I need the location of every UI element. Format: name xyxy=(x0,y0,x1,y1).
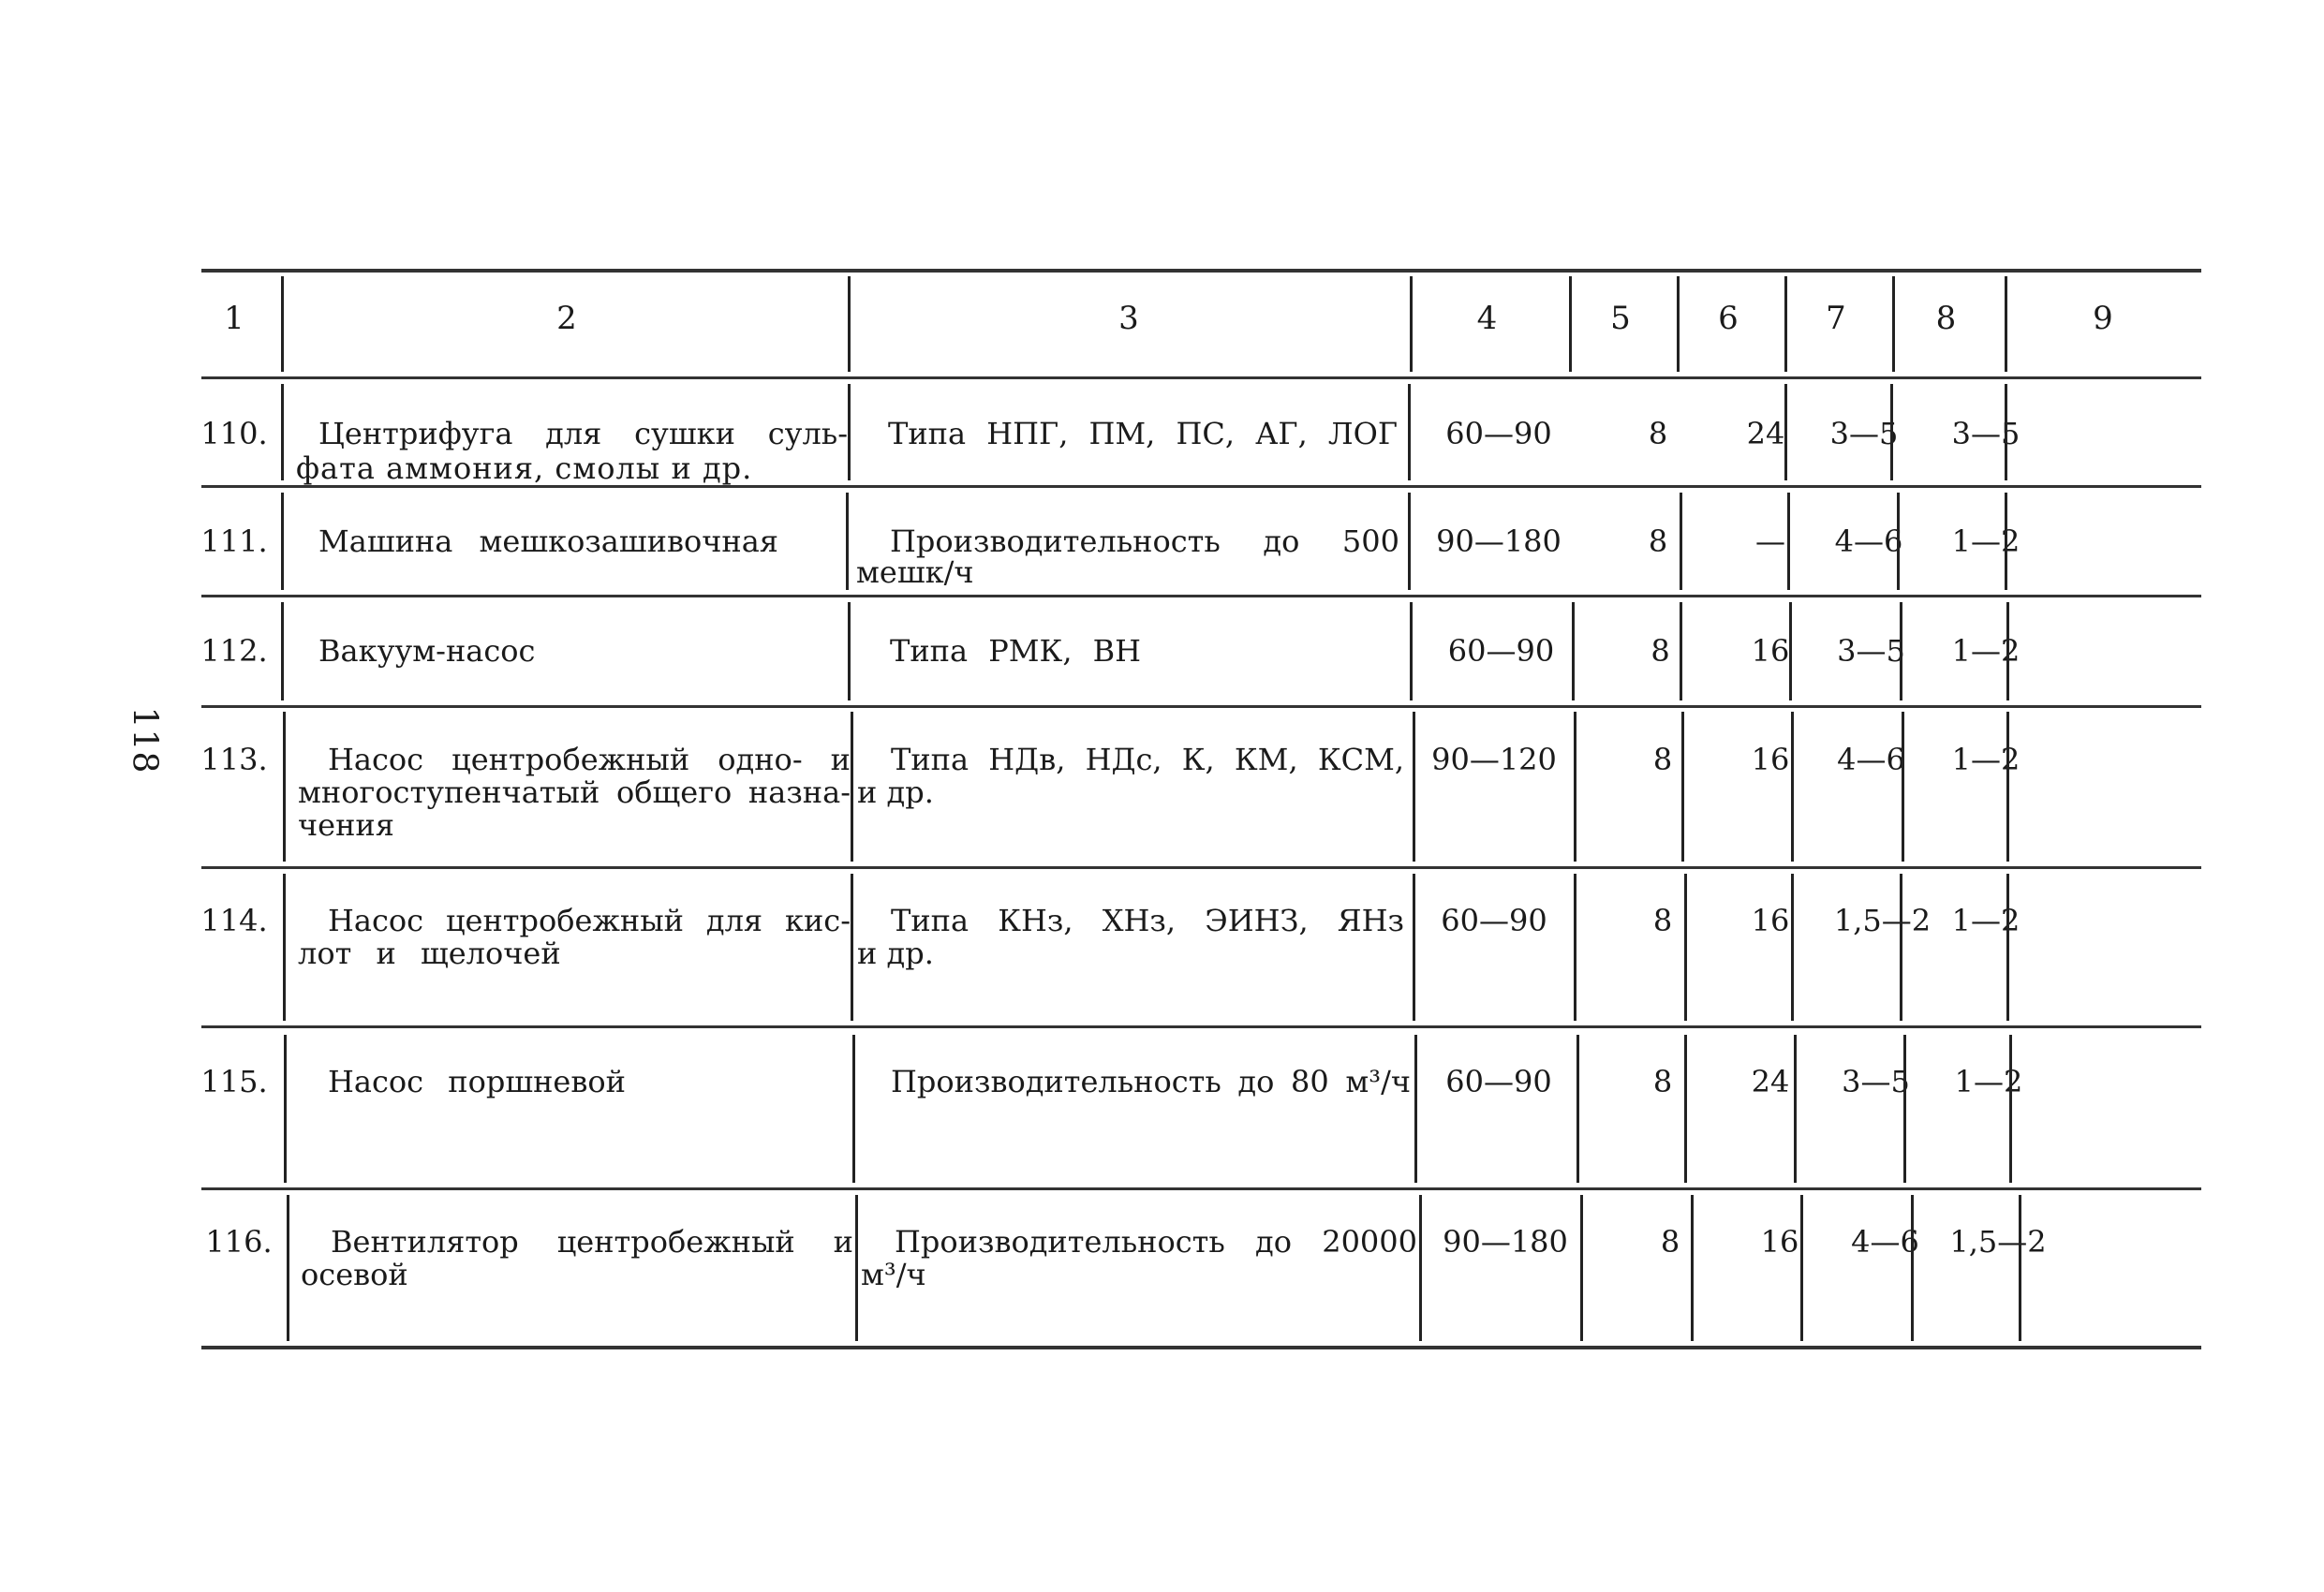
cell-col8: 1—2 xyxy=(1951,903,2021,938)
col-divider xyxy=(283,712,286,862)
row-number: 111. xyxy=(200,523,268,559)
cell-col6: 16 xyxy=(1760,1224,1799,1260)
col-divider xyxy=(1890,384,1893,480)
header-col-5: 5 xyxy=(1610,300,1631,337)
row-number: 116. xyxy=(205,1224,273,1260)
col-divider xyxy=(2019,1195,2021,1341)
col-divider xyxy=(1684,874,1687,1021)
row-number: 112. xyxy=(200,633,268,669)
header-col-8: 8 xyxy=(1935,300,1957,337)
cell-col6: 24 xyxy=(1746,416,1785,451)
col-divider xyxy=(848,384,851,480)
col-divider xyxy=(1681,712,1684,862)
row-name xyxy=(290,417,848,486)
col-divider xyxy=(1784,384,1787,480)
col-divider xyxy=(1892,276,1895,372)
name-line: осевой xyxy=(301,1257,408,1292)
col-divider xyxy=(281,493,284,590)
col-divider xyxy=(1900,602,1902,700)
col-divider xyxy=(2006,602,2009,700)
row-type xyxy=(855,743,1408,810)
header-col-1: 1 xyxy=(224,300,244,337)
cell-col5: 8 xyxy=(1648,523,1668,559)
col-divider xyxy=(848,276,851,372)
col-divider xyxy=(1408,493,1411,590)
col-divider xyxy=(1794,1035,1797,1183)
header-col-6: 6 xyxy=(1718,300,1739,337)
row-name xyxy=(290,524,848,559)
row-number: 113. xyxy=(200,742,268,777)
header-col-7: 7 xyxy=(1826,300,1846,337)
table-bottom-rule xyxy=(201,1346,2201,1349)
col-divider xyxy=(1572,602,1575,700)
cell-col7: 3—5 xyxy=(1837,633,1905,669)
cell-col8: 1—2 xyxy=(1954,1064,2023,1099)
col-divider xyxy=(848,602,851,700)
col-divider xyxy=(1784,276,1787,372)
cell-col6: 16 xyxy=(1751,903,1790,938)
type-line: Типа НДв, НДс, К, КМ, КСМ, xyxy=(891,742,1404,777)
col-divider xyxy=(1410,602,1413,700)
row-type xyxy=(852,634,1405,669)
row-divider xyxy=(201,705,2201,708)
col-divider xyxy=(1574,874,1576,1021)
cell-col4: 60—90 xyxy=(1447,633,1555,669)
row-name xyxy=(293,1225,853,1292)
cell-col4: 90—180 xyxy=(1436,523,1562,559)
cell-col5: 8 xyxy=(1648,416,1668,451)
col-divider xyxy=(284,1035,287,1183)
cell-col5: 8 xyxy=(1652,742,1673,777)
cell-col4: 90—180 xyxy=(1443,1224,1568,1260)
name-line: Машина мешкозашивочная xyxy=(318,523,778,559)
col-divider xyxy=(1680,602,1682,700)
row-name xyxy=(290,634,848,669)
col-divider xyxy=(1413,712,1415,862)
name-line: чения xyxy=(298,807,394,843)
col-divider xyxy=(855,1195,858,1341)
col-divider xyxy=(1911,1195,1914,1341)
header-col-9: 9 xyxy=(2093,300,2113,337)
col-divider xyxy=(1902,712,1904,862)
col-divider xyxy=(2005,493,2007,590)
cell-col8: 1—2 xyxy=(1951,742,2021,777)
col-divider xyxy=(851,712,853,862)
type-line: Типа КНз, ХНз, ЭИНЗ, ЯНз xyxy=(891,903,1404,938)
col-divider xyxy=(1791,712,1794,862)
col-divider xyxy=(2009,1035,2012,1183)
row-number: 114. xyxy=(200,903,268,938)
type-line: мешк/ч xyxy=(856,554,974,590)
col-divider xyxy=(1410,276,1413,372)
cell-col8: 1,5—2 xyxy=(1949,1224,2047,1260)
col-divider xyxy=(1413,874,1415,1021)
col-divider xyxy=(2006,712,2009,862)
row-type xyxy=(855,904,1408,971)
col-divider xyxy=(1787,493,1790,590)
col-divider xyxy=(1680,493,1682,590)
col-divider xyxy=(1789,602,1792,700)
cell-col4: 60—90 xyxy=(1445,1064,1552,1099)
col-divider xyxy=(846,493,849,590)
cell-col4: 60—90 xyxy=(1441,903,1547,938)
cell-col8: 3—5 xyxy=(1951,416,2021,451)
row-name xyxy=(290,743,851,843)
col-divider xyxy=(1569,276,1572,372)
row-type xyxy=(859,1225,1419,1292)
type-line: м³/ч xyxy=(861,1257,926,1292)
page-number: 118 xyxy=(125,706,164,774)
row-name xyxy=(290,1065,851,1099)
table-top-rule xyxy=(201,269,2201,273)
cell-col4: 60—90 xyxy=(1445,416,1552,451)
type-line: Производительность до 500 xyxy=(890,523,1399,559)
cell-col6: 16 xyxy=(1751,742,1790,777)
col-divider xyxy=(281,602,284,700)
cell-col5: 8 xyxy=(1652,903,1673,938)
cell-col7: 1,5—2 xyxy=(1833,903,1932,938)
cell-col7: 4—6 xyxy=(1834,523,1903,559)
cell-col7: 3—5 xyxy=(1829,416,1899,451)
row-number: 110. xyxy=(200,416,268,451)
cell-col5: 8 xyxy=(1660,1224,1680,1260)
name-line: Вентилятор центробежный и xyxy=(331,1224,853,1260)
cell-col5: 8 xyxy=(1650,633,1670,669)
col-divider xyxy=(1691,1195,1694,1341)
col-divider xyxy=(1576,1035,1579,1183)
col-divider xyxy=(2005,276,2007,372)
col-divider xyxy=(2005,384,2007,480)
cell-col8: 1—2 xyxy=(1951,523,2021,559)
col-divider xyxy=(1408,384,1411,480)
col-divider xyxy=(851,874,853,1021)
row-divider xyxy=(201,1025,2201,1028)
col-divider xyxy=(1414,1035,1417,1183)
col-divider xyxy=(281,276,284,372)
type-line: Производительность до 20000 xyxy=(895,1224,1417,1260)
cell-col6: — xyxy=(1755,523,1785,559)
type-line: и др. xyxy=(857,774,934,810)
name-line: лот и щелочей xyxy=(298,936,561,971)
col-divider xyxy=(2006,874,2009,1021)
name-line: фата аммония, смолы и др. xyxy=(296,450,753,486)
header-col-3: 3 xyxy=(1118,300,1139,337)
type-line: Типа РМК, ВН xyxy=(890,633,1142,669)
row-divider xyxy=(201,595,2201,597)
type-line: Производительность до 80 м³/ч xyxy=(891,1064,1411,1099)
type-line: и др. xyxy=(857,936,934,971)
cell-col7: 4—6 xyxy=(1851,1224,1919,1260)
col-divider xyxy=(1903,1035,1906,1183)
row-divider xyxy=(201,866,2201,869)
cell-col8: 1—2 xyxy=(1951,633,2021,669)
col-divider xyxy=(1574,712,1576,862)
name-line: Вакуум-насос xyxy=(318,633,536,669)
col-divider xyxy=(287,1195,289,1341)
row-number: 115. xyxy=(200,1064,268,1099)
row-divider xyxy=(201,1187,2201,1190)
col-divider xyxy=(1419,1195,1422,1341)
name-line: Насос поршневой xyxy=(328,1064,626,1099)
cell-col6: 24 xyxy=(1751,1064,1790,1099)
col-divider xyxy=(1791,874,1794,1021)
name-line: многоступенчатый общего назна- xyxy=(298,774,851,810)
col-divider xyxy=(852,1035,855,1183)
col-divider xyxy=(283,874,286,1021)
col-divider xyxy=(281,384,284,480)
type-line: Типа НПГ, ПМ, ПС, АГ, ЛОГ xyxy=(888,416,1398,451)
col-divider xyxy=(1900,874,1902,1021)
header-col-4: 4 xyxy=(1476,300,1498,337)
row-name xyxy=(290,904,851,971)
name-line: Насос центробежный для кис- xyxy=(328,903,851,938)
cell-col7: 4—6 xyxy=(1837,742,1905,777)
row-type xyxy=(855,1065,1413,1099)
col-divider xyxy=(1897,493,1900,590)
header-bottom-rule xyxy=(201,376,2201,379)
col-divider xyxy=(1684,1035,1687,1183)
cell-col6: 16 xyxy=(1751,633,1790,669)
row-type xyxy=(852,417,1405,451)
header-col-2: 2 xyxy=(556,300,577,337)
name-line: Насос центробежный одно- и xyxy=(328,742,851,777)
row-type xyxy=(852,524,1405,590)
cell-col4: 90—120 xyxy=(1431,742,1557,777)
col-divider xyxy=(1677,276,1680,372)
cell-col7: 3—5 xyxy=(1842,1064,1910,1099)
col-divider xyxy=(1580,1195,1583,1341)
col-divider xyxy=(1800,1195,1803,1341)
name-line: Центрифуга для сушки суль- xyxy=(318,416,848,451)
cell-col5: 8 xyxy=(1652,1064,1673,1099)
